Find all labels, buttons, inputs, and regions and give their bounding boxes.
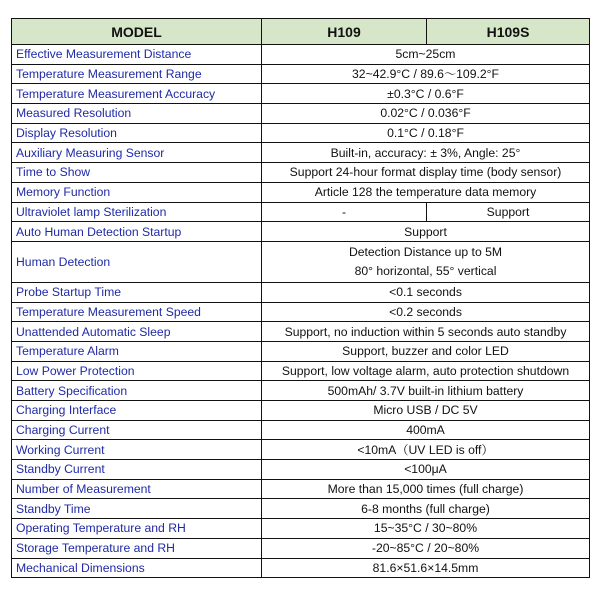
spec-value: <0.2 seconds — [262, 302, 590, 322]
spec-value: Support — [262, 222, 590, 242]
spec-label: Auxiliary Measuring Sensor — [12, 143, 262, 163]
header-row — [12, 19, 590, 45]
spec-label: Working Current — [12, 440, 262, 460]
spec-label: Effective Measurement Distance — [12, 45, 262, 65]
table-row — [12, 104, 590, 124]
spec-value-h109s: Support — [427, 202, 590, 222]
spec-value: 0.02°C / 0.036°F — [262, 104, 590, 124]
spec-value: 6-8 months (full charge) — [262, 499, 590, 519]
spec-body — [12, 45, 590, 578]
spec-value: <0.1 seconds — [262, 282, 590, 302]
spec-value: Built-in, accuracy: ± 3%, Angle: 25° — [262, 143, 590, 163]
table-row — [12, 519, 590, 539]
table-row — [12, 361, 590, 381]
spec-value: 81.6×51.6×14.5mm — [262, 558, 590, 578]
spec-label: Mechanical Dimensions — [12, 558, 262, 578]
spec-value: Support 24-hour format display time (body sensor) — [262, 163, 590, 183]
table-row — [12, 341, 590, 361]
table-row — [12, 45, 590, 65]
table-row — [12, 460, 590, 480]
spec-label: Time to Show — [12, 163, 262, 183]
spec-value: 5cm~25cm — [262, 45, 590, 65]
table-row — [12, 440, 590, 460]
spec-value: -20~85°C / 20~80% — [262, 538, 590, 558]
spec-value: <100μA — [262, 460, 590, 480]
table-row — [12, 84, 590, 104]
spec-table — [11, 18, 590, 578]
spec-label: Display Resolution — [12, 123, 262, 143]
table-row — [12, 123, 590, 143]
spec-label: Charging Current — [12, 420, 262, 440]
table-row — [12, 381, 590, 401]
spec-value: 400mA — [262, 420, 590, 440]
table-row — [12, 64, 590, 84]
table-row — [12, 202, 590, 222]
spec-label: Unattended Automatic Sleep — [12, 322, 262, 342]
table-row — [12, 302, 590, 322]
spec-label: Operating Temperature and RH — [12, 519, 262, 539]
spec-label: Probe Startup Time — [12, 282, 262, 302]
spec-value: Article 128 the temperature data memory — [262, 182, 590, 202]
table-row — [12, 282, 590, 302]
spec-value-line: 80° horizontal, 55° vertical — [354, 263, 497, 278]
spec-value: <10mA（UV LED is off） — [262, 440, 590, 460]
spec-value-h109: - — [262, 202, 427, 222]
spec-label: Temperature Measurement Range — [12, 64, 262, 84]
table-row — [12, 241, 590, 282]
table-row — [12, 222, 590, 242]
spec-label: Battery Specification — [12, 381, 262, 401]
header-h109: H109 — [262, 19, 427, 45]
table-row — [12, 143, 590, 163]
spec-value: Support, no induction within 5 seconds auto standby — [262, 322, 590, 342]
table-row — [12, 499, 590, 519]
spec-value: 500mAh/ 3.7V built-in lithium battery — [262, 381, 590, 401]
spec-label: Temperature Measurement Accuracy — [12, 84, 262, 104]
spec-label: Memory Function — [12, 182, 262, 202]
table-row — [12, 420, 590, 440]
spec-label: Auto Human Detection Startup — [12, 222, 262, 242]
table-row — [12, 182, 590, 202]
spec-label: Standby Current — [12, 460, 262, 480]
spec-label: Standby Time — [12, 499, 262, 519]
spec-label: Number of Measurement — [12, 479, 262, 499]
table-row — [12, 401, 590, 421]
spec-label: Ultraviolet lamp Sterilization — [12, 202, 262, 222]
spec-value: Support, low voltage alarm, auto protection shutdown — [262, 361, 590, 381]
header-model: MODEL — [12, 19, 262, 45]
header-h109s: H109S — [427, 19, 590, 45]
spec-value: 0.1°C / 0.18°F — [262, 123, 590, 143]
spec-value: More than 15,000 times (full charge) — [262, 479, 590, 499]
spec-label: Temperature Measurement Speed — [12, 302, 262, 322]
table-row — [12, 163, 590, 183]
spec-value: 15~35°C / 30~80% — [262, 519, 590, 539]
spec-label: Charging Interface — [12, 401, 262, 421]
spec-value-line: Detection Distance up to 5M — [348, 244, 503, 259]
spec-label: Human Detection — [12, 241, 262, 282]
table-row — [12, 538, 590, 558]
spec-value: Micro USB / DC 5V — [262, 401, 590, 421]
spec-label: Storage Temperature and RH — [12, 538, 262, 558]
spec-label: Measured Resolution — [12, 104, 262, 124]
table-row — [12, 558, 590, 578]
table-row — [12, 479, 590, 499]
table-row — [12, 322, 590, 342]
spec-label: Low Power Protection — [12, 361, 262, 381]
spec-label: Temperature Alarm — [12, 341, 262, 361]
spec-value — [262, 241, 590, 282]
spec-value: Support, buzzer and color LED — [262, 341, 590, 361]
spec-value: ±0.3°C / 0.6°F — [262, 84, 590, 104]
spec-value: 32~42.9°C / 89.6～109.2°F — [262, 64, 590, 84]
